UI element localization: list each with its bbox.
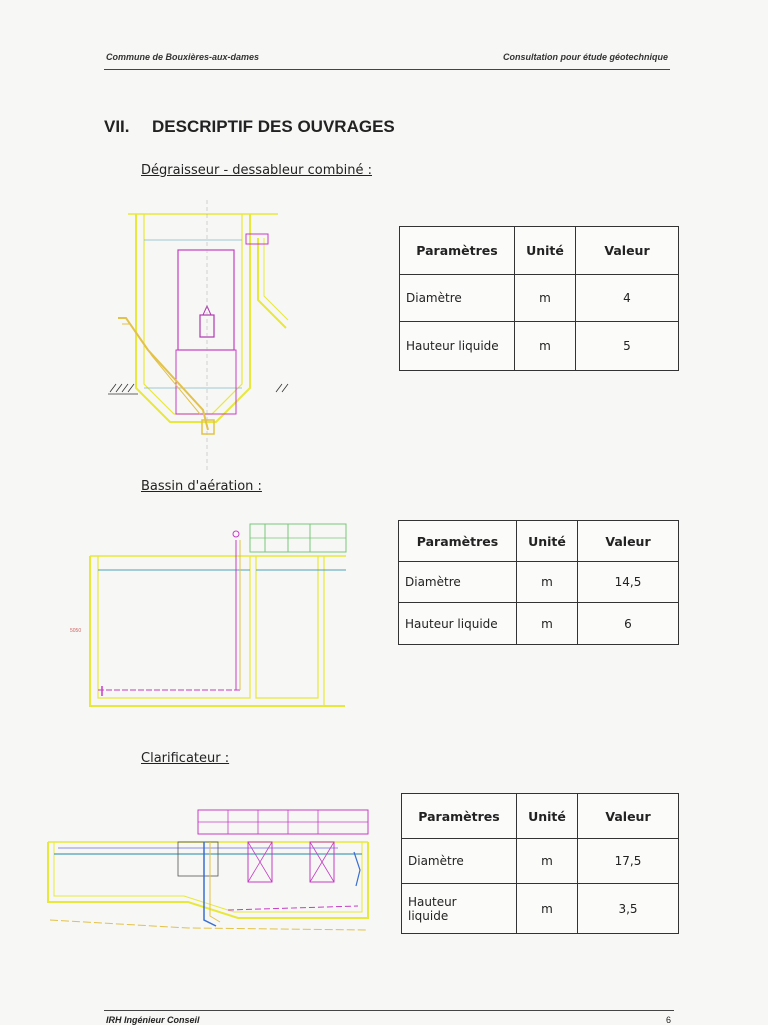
table-header: Valeur <box>578 794 679 839</box>
table-header: Unité <box>517 794 578 839</box>
subtitle-bassin: Bassin d'aération : <box>141 479 262 494</box>
clarificateur-drawing <box>38 802 378 937</box>
table-cell: 14,5 <box>578 562 679 603</box>
bassin-table <box>398 520 679 645</box>
table-cell: 17,5 <box>578 839 679 884</box>
table-header: Paramètres <box>399 521 517 562</box>
table-cell: 4 <box>576 275 679 322</box>
table-cell: Diamètre <box>402 839 517 884</box>
section-title <box>104 117 395 137</box>
degraisseur-drawing <box>108 200 293 470</box>
footer-divider <box>104 1010 674 1011</box>
footer-company: IRH Ingénieur Conseil <box>106 1015 200 1025</box>
table-header: Paramètres <box>402 794 517 839</box>
section-heading: DESCRIPTIF DES OUVRAGES <box>152 117 395 136</box>
table-cell: 3,5 <box>578 884 679 934</box>
table-cell: Hauteur liquide <box>400 322 515 371</box>
table-header: Valeur <box>576 227 679 275</box>
table-cell: m <box>515 275 576 322</box>
table-header: Valeur <box>578 521 679 562</box>
table-cell: m <box>517 839 578 884</box>
table-cell: Hauteur liquide <box>402 884 517 934</box>
table-cell: m <box>517 562 578 603</box>
table-cell: m <box>517 884 578 934</box>
table-cell: Diamètre <box>399 562 517 603</box>
drawing-annotation: 5050 <box>70 628 82 634</box>
table-cell: m <box>515 322 576 371</box>
table-cell: 5 <box>576 322 679 371</box>
page-number: 6 <box>666 1015 672 1025</box>
header-divider <box>104 69 670 70</box>
bassin-drawing <box>60 520 350 715</box>
table-header: Unité <box>515 227 576 275</box>
clarificateur-table <box>401 793 679 934</box>
table-cell: m <box>517 603 578 645</box>
header-commune: Commune de Bouxières-aux-dames <box>106 52 260 62</box>
section-number: VII. <box>104 117 130 136</box>
subtitle-clarificateur: Clarificateur : <box>141 751 230 766</box>
degraisseur-table <box>399 226 679 371</box>
header-consultation: Consultation pour étude géotechnique <box>503 52 668 62</box>
table-cell: 6 <box>578 603 679 645</box>
subtitle-degraisseur: Dégraisseur - dessableur combiné : <box>141 163 372 178</box>
table-header: Unité <box>517 521 578 562</box>
table-cell: Diamètre <box>400 275 515 322</box>
table-cell: Hauteur liquide <box>399 603 517 645</box>
table-header: Paramètres <box>400 227 515 275</box>
